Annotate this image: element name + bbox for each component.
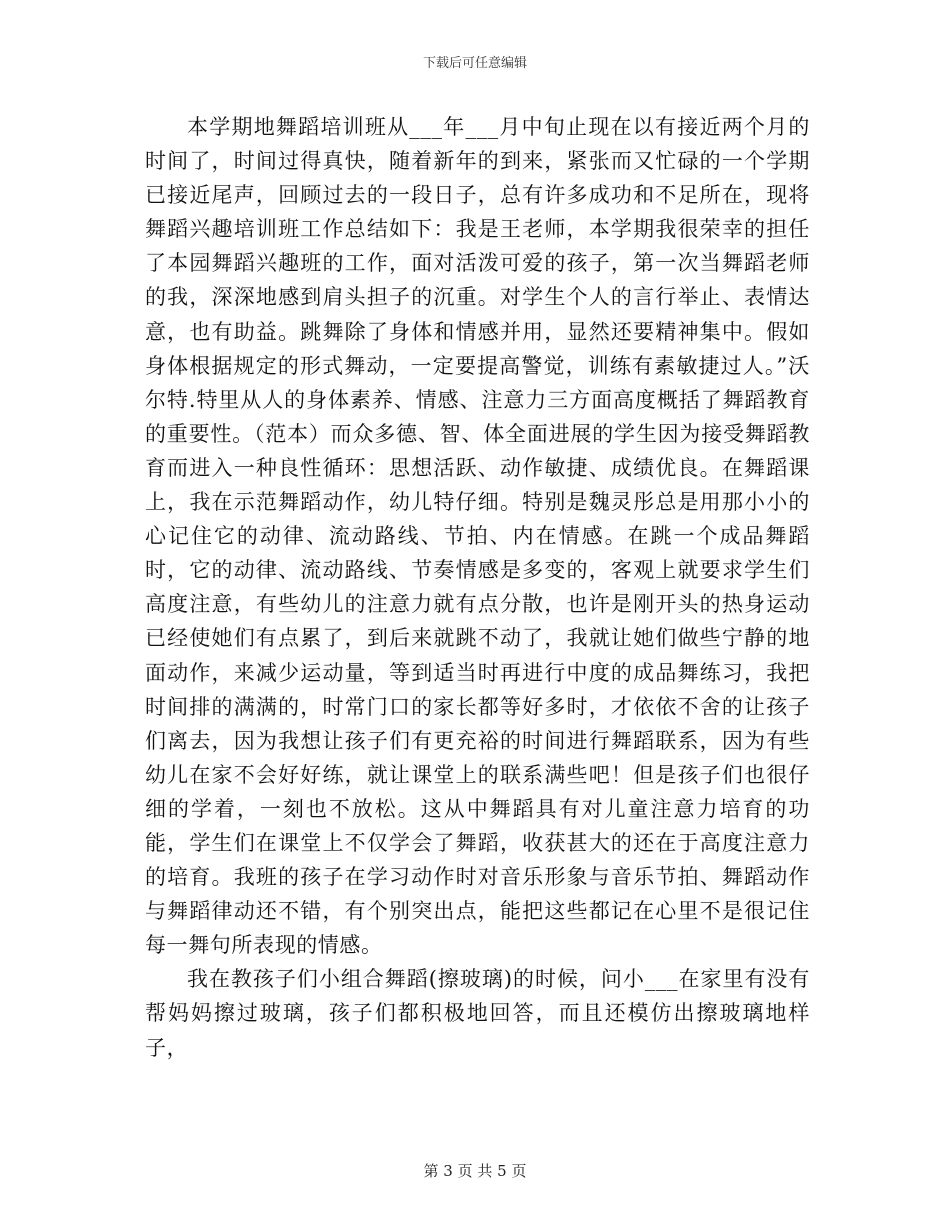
paragraph-2: 我在教孩子们小组合舞蹈(擦玻璃)的时候，问小___在家里有没有帮妈妈擦过玻璃，孩子们都积极地回答，而且还模仿出擦玻璃地样子， [145,967,810,1060]
paragraph-1: 本学期地舞蹈培训班从___年___月中旬止现在以有接近两个月的时间了，时间过得真快，随着新年的到来，紧张而又忙碌的一个学期已接近尾声，回顾过去的一段日子，总有许多成功和不足所在，现将舞蹈兴趣培训班工作总结如下：我是王老师，本学期我很荣幸的担任了本园舞蹈兴趣班的工作，面对活泼可爱的孩子，第一次当舞蹈老师的我，深深地感到肩头担子的沉重。对学生个人的言行举止、表情达意，也有助益。跳舞除了身体和情感并用，显然还要精神集中。假如身体根据规定的形式舞动，一定要提高警觉，训练有素敏捷过人。”沃尔特.特里从人的身体素养、情感、注意力三方面高度概括了舞蹈教育的重要性。（范本）而众多德、智、体全面进展的学生因为接受舞蹈教育而进入一种良性循环：思想活跃、动作敏捷、成绩优良。在舞蹈课上，我在示范舞蹈动作，幼儿特仔细。特别是魏灵彤总是用那小小的心记住它的动律、流动路线、节拍、内在情感。在跳一个成品舞蹈时，它的动律、流动路线、节奏情感是多变的，客观上就要求学生们高度注意，有些幼儿的注意力就有点分散，也许是刚开头的热身运动已经使她们有点累了，到后来就跳不动了，我就让她们做些宁静的地面动作，来减少运动量，等到适当时再进行中度的成品舞练习，我把时间排的满满的，时常门口的家长都等好多时，才依依不舍的让孩子们离去，因为我想让孩子们有更充裕的时间进行舞蹈联系，因为有些幼儿在家不会好好练，就让课堂上的联系满些吧！但是孩子们也很仔细的学着，一刻也不放松。这从中舞蹈具有对儿童注意力培育的功能，学生们在课堂上不仅学会了舞蹈，收获甚大的还在于高度注意力的培育。我班的孩子在学习动作时对音乐形象与音乐节拍、舞蹈动作与舞蹈律动还不错，有个别突出点，能把这些都记在心里不是很记住每一舞句所表现的情感。 [145,115,810,958]
page-header: 下载后可任意编辑 [422,56,527,71]
page-number: 第 3 页 共 5 页 [423,1162,527,1180]
document-body [145,110,810,1065]
